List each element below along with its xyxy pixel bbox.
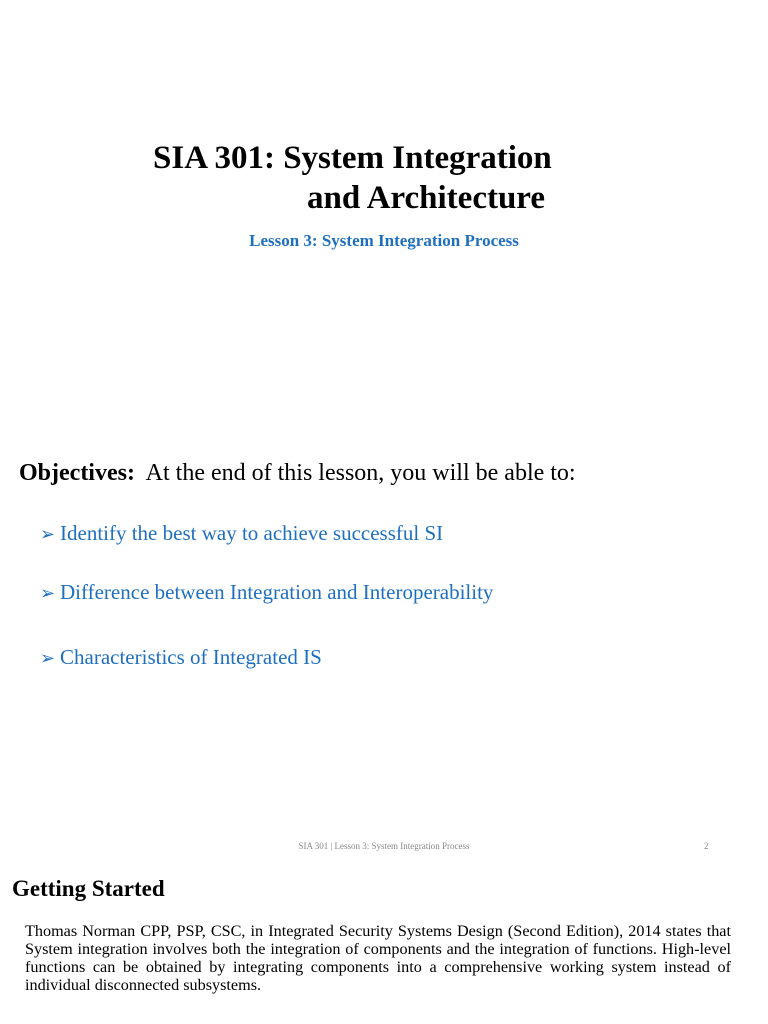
bullet-text: Characteristics of Integrated IS bbox=[60, 645, 322, 669]
section-heading: Getting Started bbox=[12, 876, 165, 901]
bullet-text: Difference between Integration and Interoperability bbox=[60, 580, 494, 604]
bullet-item-1 bbox=[40, 520, 443, 548]
page-number: 2 bbox=[704, 841, 709, 851]
objectives-label: Objectives: bbox=[19, 460, 135, 486]
objectives-line bbox=[19, 458, 576, 488]
slide-footer: SIA 301 | Lesson 3: System Integration Process bbox=[298, 841, 470, 851]
slide-subtitle: Lesson 3: System Integration Process bbox=[249, 231, 519, 250]
section-paragraph: Thomas Norman CPP, PSP, CSC, in Integrated Security Systems Design (Second Edition), 2014 states that System integration involves both the integration of components and the integration of functions. High-level functions can be obtained by integrating components into a comprehensive working system instead of individual disconnected subsystems. bbox=[25, 922, 731, 994]
arrow-bullet-icon: ➢ bbox=[40, 583, 56, 604]
arrow-bullet-icon: ➢ bbox=[40, 648, 56, 669]
arrow-bullet-icon: ➢ bbox=[40, 524, 56, 545]
objectives-text: At the end of this lesson, you will be able to: bbox=[145, 460, 576, 486]
bullet-item-3 bbox=[40, 644, 322, 672]
bullet-text: Identify the best way to achieve successful SI bbox=[60, 521, 444, 545]
slide-title-line-2: and Architecture bbox=[307, 180, 546, 216]
slide-title-line-1: SIA 301: System Integration bbox=[153, 140, 552, 176]
bullet-item-2 bbox=[40, 579, 493, 607]
